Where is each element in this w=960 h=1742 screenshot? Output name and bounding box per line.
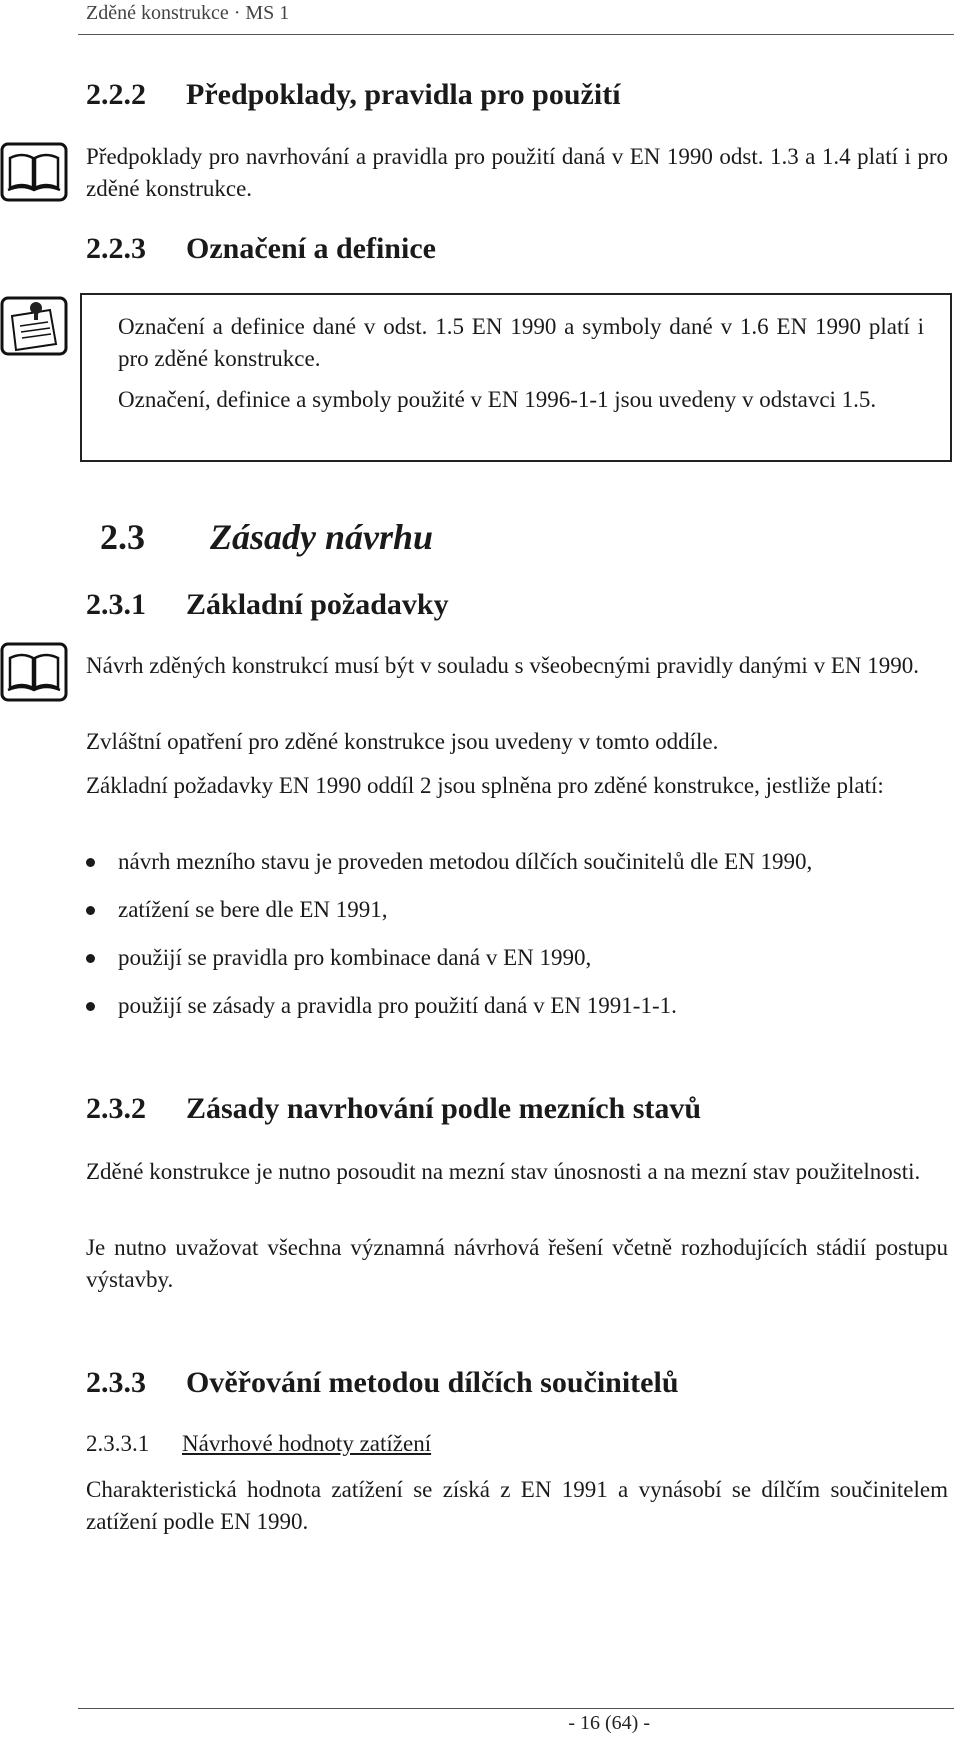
bullet-icon xyxy=(86,1002,95,1011)
chapter-number: 2.3 xyxy=(100,517,145,557)
list-item-text: použijí se zásady a pravidla pro použití daná v EN 1991-1-1. xyxy=(118,993,677,1018)
section-number: 2.3.3 xyxy=(86,1366,146,1399)
page-number: - 16 (64) - xyxy=(568,1712,650,1734)
section-title: Ověřování metodou dílčích součinitelů xyxy=(186,1366,679,1399)
section-number: 2.2.3 xyxy=(86,232,146,265)
bullet-icon xyxy=(86,906,95,915)
pinned-note-icon xyxy=(0,296,68,356)
section-heading-2-3-2 xyxy=(86,1092,701,1126)
paragraph: Charakteristická hodnota zatížení se získá z EN 1991 a vynásobí se dílčím součinitelem zatížení podle EN 1990. xyxy=(86,1477,948,1534)
section-title: Zásady navrhování podle mezních stavů xyxy=(186,1092,702,1125)
subsection-heading-2-3-3-1 xyxy=(86,1428,431,1460)
paragraph: Návrh zděných konstrukcí musí být v souladu s všeobecnými pravidly danými v EN 1990. xyxy=(86,653,919,678)
chapter-title: Zásady návrhu xyxy=(210,517,434,557)
running-header: Zděné konstrukce · MS 1 xyxy=(86,2,290,24)
section-number: 2.3.2 xyxy=(86,1092,146,1125)
paragraph: Je nutno uvažovat všechna významná návrhová řešení včetně rozhodujících stádií postupu výstavby. xyxy=(86,1235,948,1292)
section-title: Předpoklady, pravidla pro použití xyxy=(186,78,621,111)
paragraph: Zvláštní opatření pro zděné konstrukce jsou uvedeny v tomto oddíle. xyxy=(86,729,719,754)
book-icon xyxy=(0,642,68,702)
section-heading-2-3-3 xyxy=(86,1366,679,1400)
chapter-heading-2-3 xyxy=(100,516,433,558)
list-item xyxy=(86,942,946,974)
paragraph: Označení a definice dané v odst. 1.5 EN 1990 a symboly dané v 1.6 EN 1990 platí i pro zděné konstrukce. xyxy=(118,314,924,371)
section-heading-2-3-1 xyxy=(86,588,449,622)
bullet-icon xyxy=(86,954,95,963)
paragraph: Zděné konstrukce je nutno posoudit na mezní stav únosnosti a na mezní stav použitelnosti. xyxy=(86,1159,921,1184)
paragraph: Předpoklady pro navrhování a pravidla pro použití daná v EN 1990 odst. 1.3 a 1.4 platí i pro zděné konstrukce. xyxy=(86,144,948,201)
list-item-text: zatížení se bere dle EN 1991, xyxy=(118,897,388,922)
list-item xyxy=(86,894,946,926)
section-number: 2.2.2 xyxy=(86,78,146,111)
requirements-list xyxy=(86,846,946,1038)
section-title: Označení a definice xyxy=(186,232,436,265)
book-icon xyxy=(0,142,68,202)
section-heading-2-2-3 xyxy=(86,232,436,266)
paragraph: Označení, definice a symboly použité v EN 1996-1-1 jsou uvedeny v odstavci 1.5. xyxy=(118,387,877,412)
subsection-number: 2.3.3.1 xyxy=(86,1431,150,1456)
paragraph: Základní požadavky EN 1990 oddíl 2 jsou splněna pro zděné konstrukce, jestliže platí: xyxy=(86,773,884,798)
subsection-title: Návrhové hodnoty zatížení xyxy=(182,1431,432,1456)
section-number: 2.3.1 xyxy=(86,588,146,621)
list-item-text: návrh mezního stavu je proveden metodou dílčích součinitelů dle EN 1990, xyxy=(118,849,813,874)
list-item xyxy=(86,846,946,878)
section-title: Základní požadavky xyxy=(186,588,449,621)
list-item xyxy=(86,990,946,1022)
header-rule xyxy=(78,34,954,35)
section-heading-2-2-2 xyxy=(86,78,621,112)
list-item-text: použijí se pravidla pro kombinace daná v EN 1990, xyxy=(118,945,592,970)
bullet-icon xyxy=(86,858,95,867)
footer-rule xyxy=(78,1708,954,1709)
